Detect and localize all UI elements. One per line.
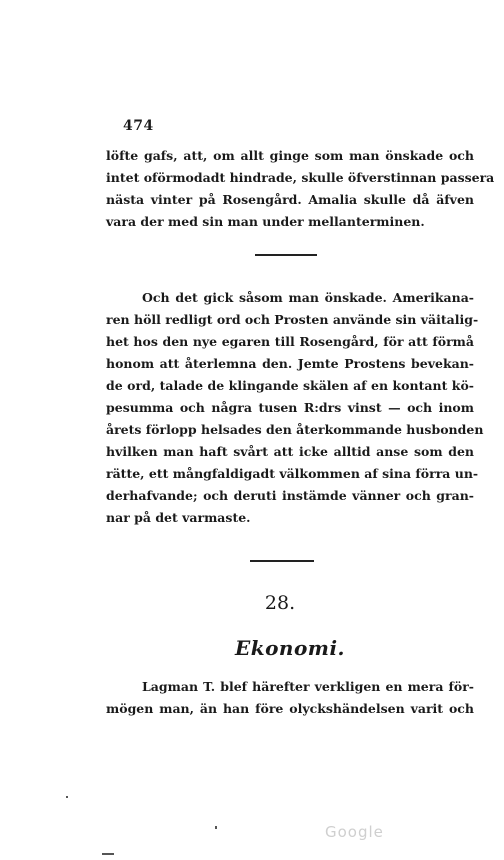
chapter-title: Ekonomi. bbox=[234, 636, 346, 660]
text-line: nar på det varmaste. bbox=[106, 510, 251, 525]
text-line: årets förlopp helsades den återkommande husbonden bbox=[106, 422, 484, 437]
section-divider bbox=[255, 254, 317, 256]
chapter-divider bbox=[250, 560, 314, 562]
speck-mark bbox=[66, 796, 68, 798]
text-line: derhafvande; och deruti instämde vänner och gran- bbox=[106, 488, 474, 503]
speck-mark bbox=[215, 826, 217, 829]
text-line: löfte gafs, att, om allt ginge som man önskade och bbox=[106, 148, 474, 163]
text-line: intet oförmodadt hindrade, skulle öfverstinnan passera bbox=[106, 170, 495, 185]
paragraph-3 bbox=[106, 676, 474, 720]
text-line: nästa vinter på Rosengård. Amalia skulle då äfven bbox=[106, 192, 474, 207]
text-line: hvilken man haft svårt att icke alltid anse som den bbox=[106, 444, 474, 459]
speck-mark bbox=[102, 853, 114, 855]
paragraph-1 bbox=[106, 145, 495, 233]
text-line: ren höll redligt ord och Prosten använde sin väitalig- bbox=[106, 312, 479, 327]
page-number: 474 bbox=[123, 118, 154, 134]
text-line: pesumma och några tusen R:drs vinst — och inom bbox=[106, 400, 474, 415]
text-line: mögen man, än han före olyckshändelsen varit och bbox=[106, 701, 474, 716]
digitization-watermark: Google bbox=[325, 823, 384, 841]
chapter-number: 28. bbox=[264, 592, 296, 614]
text-line: Och det gick såsom man önskade. Amerikana- bbox=[142, 290, 474, 305]
paragraph-2 bbox=[106, 287, 484, 529]
text-line: het hos den nye egaren till Rosengård, för att förmå bbox=[106, 334, 474, 349]
text-line: rätte, ett mångfaldigadt välkommen af sina förra un- bbox=[106, 466, 479, 481]
text-line: honom att återlemna den. Jemte Prostens bevekan- bbox=[106, 356, 474, 371]
text-line: vara der med sin man under mellanterminen. bbox=[106, 214, 425, 229]
text-line: de ord, talade de klingande skälen af en kontant kö- bbox=[106, 378, 474, 393]
text-line: Lagman T. blef härefter verkligen en mera för- bbox=[142, 679, 474, 694]
